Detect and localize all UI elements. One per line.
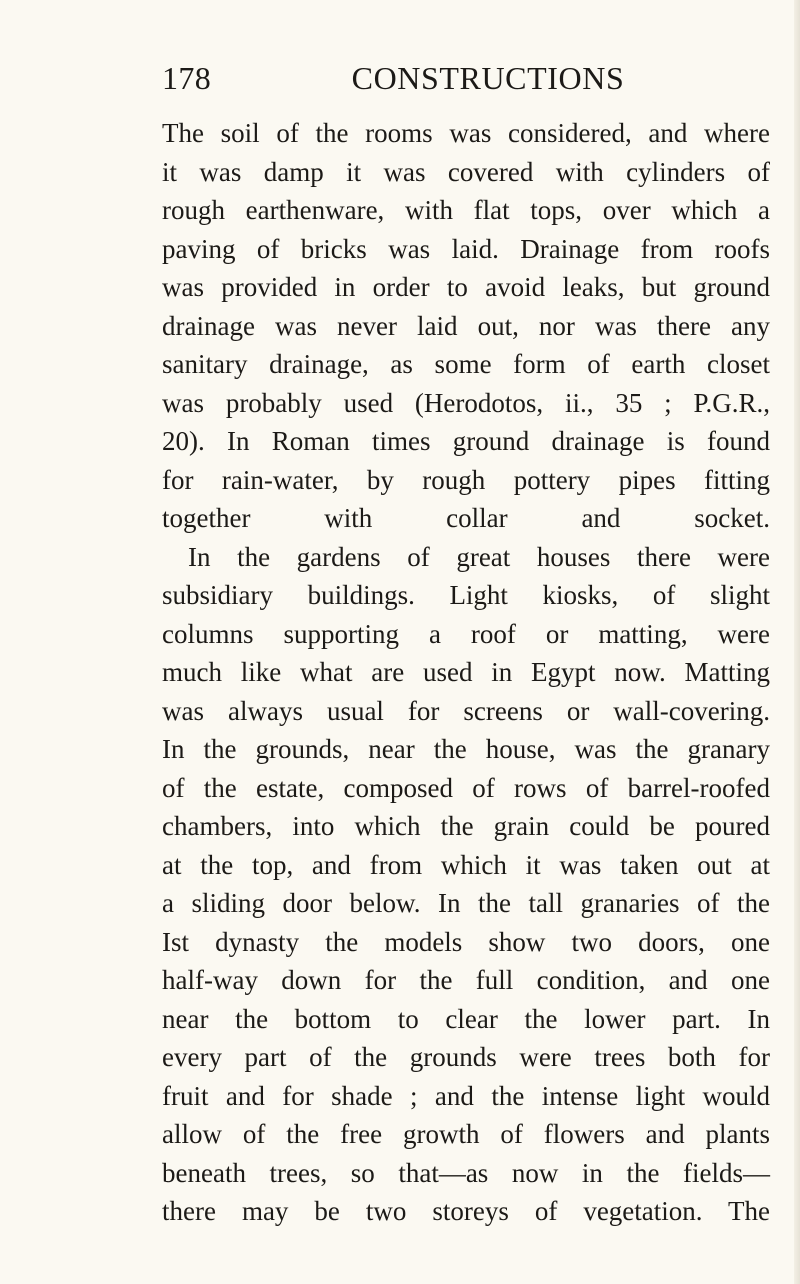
text-line: at the top, and from which it was taken out at bbox=[162, 849, 770, 880]
text-line: was always usual for screens or wall-covering. bbox=[162, 695, 770, 726]
text-line: 20). In Roman times ground drainage is found bbox=[162, 426, 770, 456]
text-line: allow of the free growth of flowers and plants bbox=[162, 1119, 770, 1149]
text-line: Ist dynasty the models show two doors, one bbox=[162, 926, 770, 957]
text-line: every part of the grounds were trees both for bbox=[162, 1042, 770, 1072]
text-line: much like what are used in Egypt now. Matting bbox=[162, 657, 770, 687]
text-line: In the gardens of great houses there were bbox=[188, 541, 770, 572]
text-line: columns supporting a roof or matting, were bbox=[162, 618, 770, 649]
text-line: In the grounds, near the house, was the granary bbox=[162, 734, 770, 764]
text-line: there may be two storeys of vegetation. The bbox=[162, 1196, 770, 1226]
page-number: 178 bbox=[162, 60, 212, 96]
text-line: chambers, into which the grain could be poured bbox=[162, 811, 770, 841]
text-line: was probably used (Herodotos, ii., 35 ; P.G.R., bbox=[162, 387, 770, 418]
text-line: drainage was never laid out, nor was there any bbox=[162, 310, 770, 341]
text-line: sanitary drainage, as some form of earth closet bbox=[162, 349, 770, 379]
chapter-title: CONSTRUCTIONS bbox=[351, 60, 625, 96]
text-line: The soil of the rooms was considered, and where bbox=[162, 118, 770, 148]
text-line: a sliding door below. In the tall granaries of the bbox=[162, 888, 770, 918]
text-line: rough earthenware, with flat tops, over which a bbox=[162, 195, 770, 225]
text-line: for rain-water, by rough pottery pipes fitting bbox=[162, 464, 770, 495]
text-line: together with collar and socket. bbox=[162, 503, 770, 533]
body-text bbox=[162, 114, 770, 1231]
text-line: half-way down for the full condition, and one bbox=[162, 965, 770, 995]
text-line: paving of bricks was laid. Drainage from roofs bbox=[162, 233, 770, 264]
text-line: subsidiary buildings. Light kiosks, of slight bbox=[162, 580, 770, 610]
running-head bbox=[162, 56, 770, 100]
text-line: fruit and for shade ; and the intense light would bbox=[162, 1080, 770, 1111]
text-line: was provided in order to avoid leaks, but ground bbox=[162, 272, 770, 302]
text-line: of the estate, composed of rows of barrel-roofed bbox=[162, 772, 770, 803]
text-line: beneath trees, so that—as now in the fields— bbox=[162, 1157, 770, 1188]
text-line: it was damp it was covered with cylinders of bbox=[162, 156, 770, 187]
text-line: near the bottom to clear the lower part. In bbox=[162, 1003, 770, 1034]
page-edge bbox=[794, 0, 800, 1284]
